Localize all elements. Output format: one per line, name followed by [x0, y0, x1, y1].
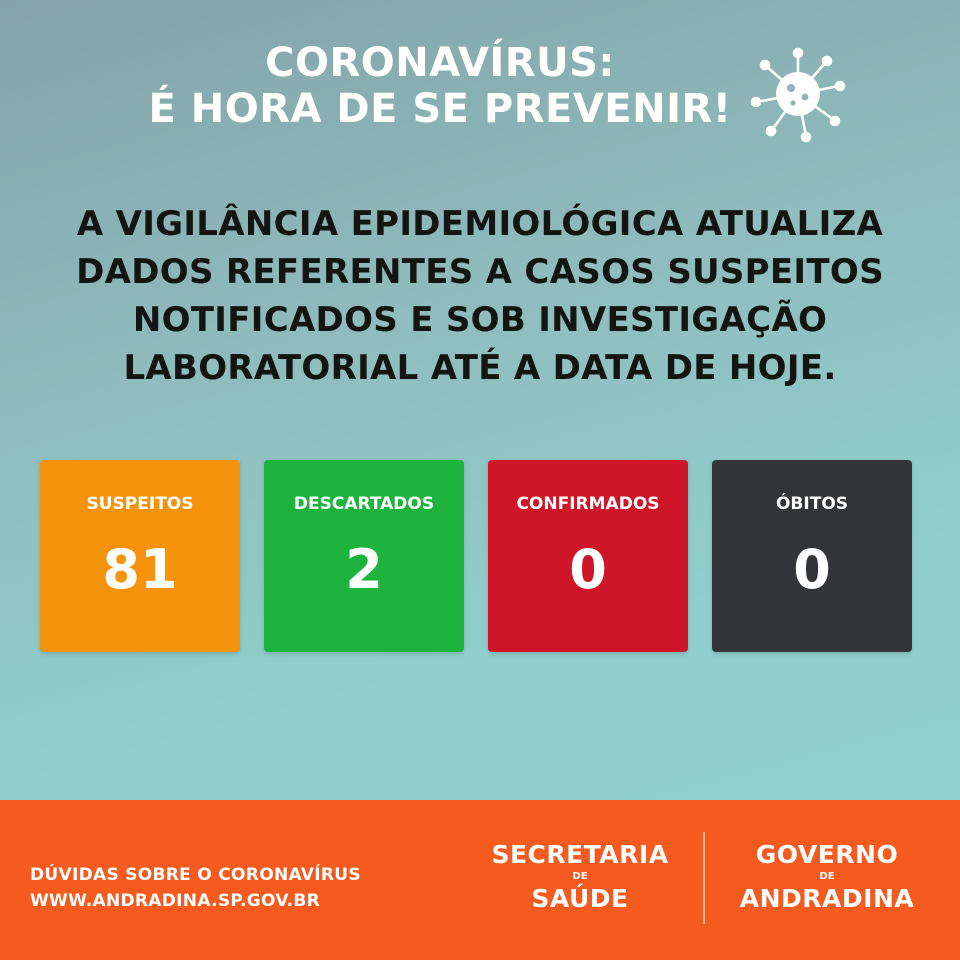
card-value: 2: [345, 538, 383, 601]
card-value: 81: [102, 538, 178, 601]
governo-logo: [716, 840, 938, 914]
headline-line: LABORATORIAL ATÉ A DATA DE HOJE.: [123, 348, 837, 388]
card-suspeitos: [40, 460, 240, 652]
website-link[interactable]: WWW.ANDRADINA.SP.GOV.BR: [30, 891, 321, 911]
faq-text: DÚVIDAS SOBRE O CORONAVÍRUS: [30, 865, 361, 885]
title-line-2: É HORA DE SE PREVENIR!: [148, 86, 732, 132]
headline: [0, 200, 960, 392]
card-obitos: [712, 460, 912, 652]
card-label: SUSPEITOS: [86, 494, 194, 514]
footer: [0, 800, 960, 960]
org-name-line: GOVERNO: [755, 840, 899, 869]
org-name-line: SECRETARIA: [491, 840, 669, 869]
card-value: 0: [569, 538, 607, 601]
card-label: ÓBITOS: [775, 494, 849, 514]
card-value: 0: [793, 538, 831, 601]
virus-icon: [748, 44, 848, 144]
card-label: DESCARTADOS: [293, 494, 435, 514]
headline-line: A VIGILÂNCIA EPIDEMIOLÓGICA ATUALIZA: [76, 204, 884, 244]
headline-line: NOTIFICADOS E SOB INVESTIGAÇÃO: [132, 300, 828, 340]
secretaria-logo: [478, 840, 682, 914]
stats-cards: [40, 460, 920, 652]
org-connector: DE: [819, 871, 835, 882]
faq-block: [30, 862, 361, 914]
org-connector: DE: [572, 871, 588, 882]
title-line-1: CORONAVÍRUS:: [265, 40, 615, 86]
card-descartados: [264, 460, 464, 652]
org-name-line: SAÚDE: [531, 884, 629, 913]
footer-divider: [703, 832, 705, 924]
org-name-line: ANDRADINA: [739, 884, 915, 913]
card-label: CONFIRMADOS: [516, 494, 660, 514]
headline-line: DADOS REFERENTES A CASOS SUSPEITOS: [76, 252, 884, 292]
card-confirmados: [488, 460, 688, 652]
